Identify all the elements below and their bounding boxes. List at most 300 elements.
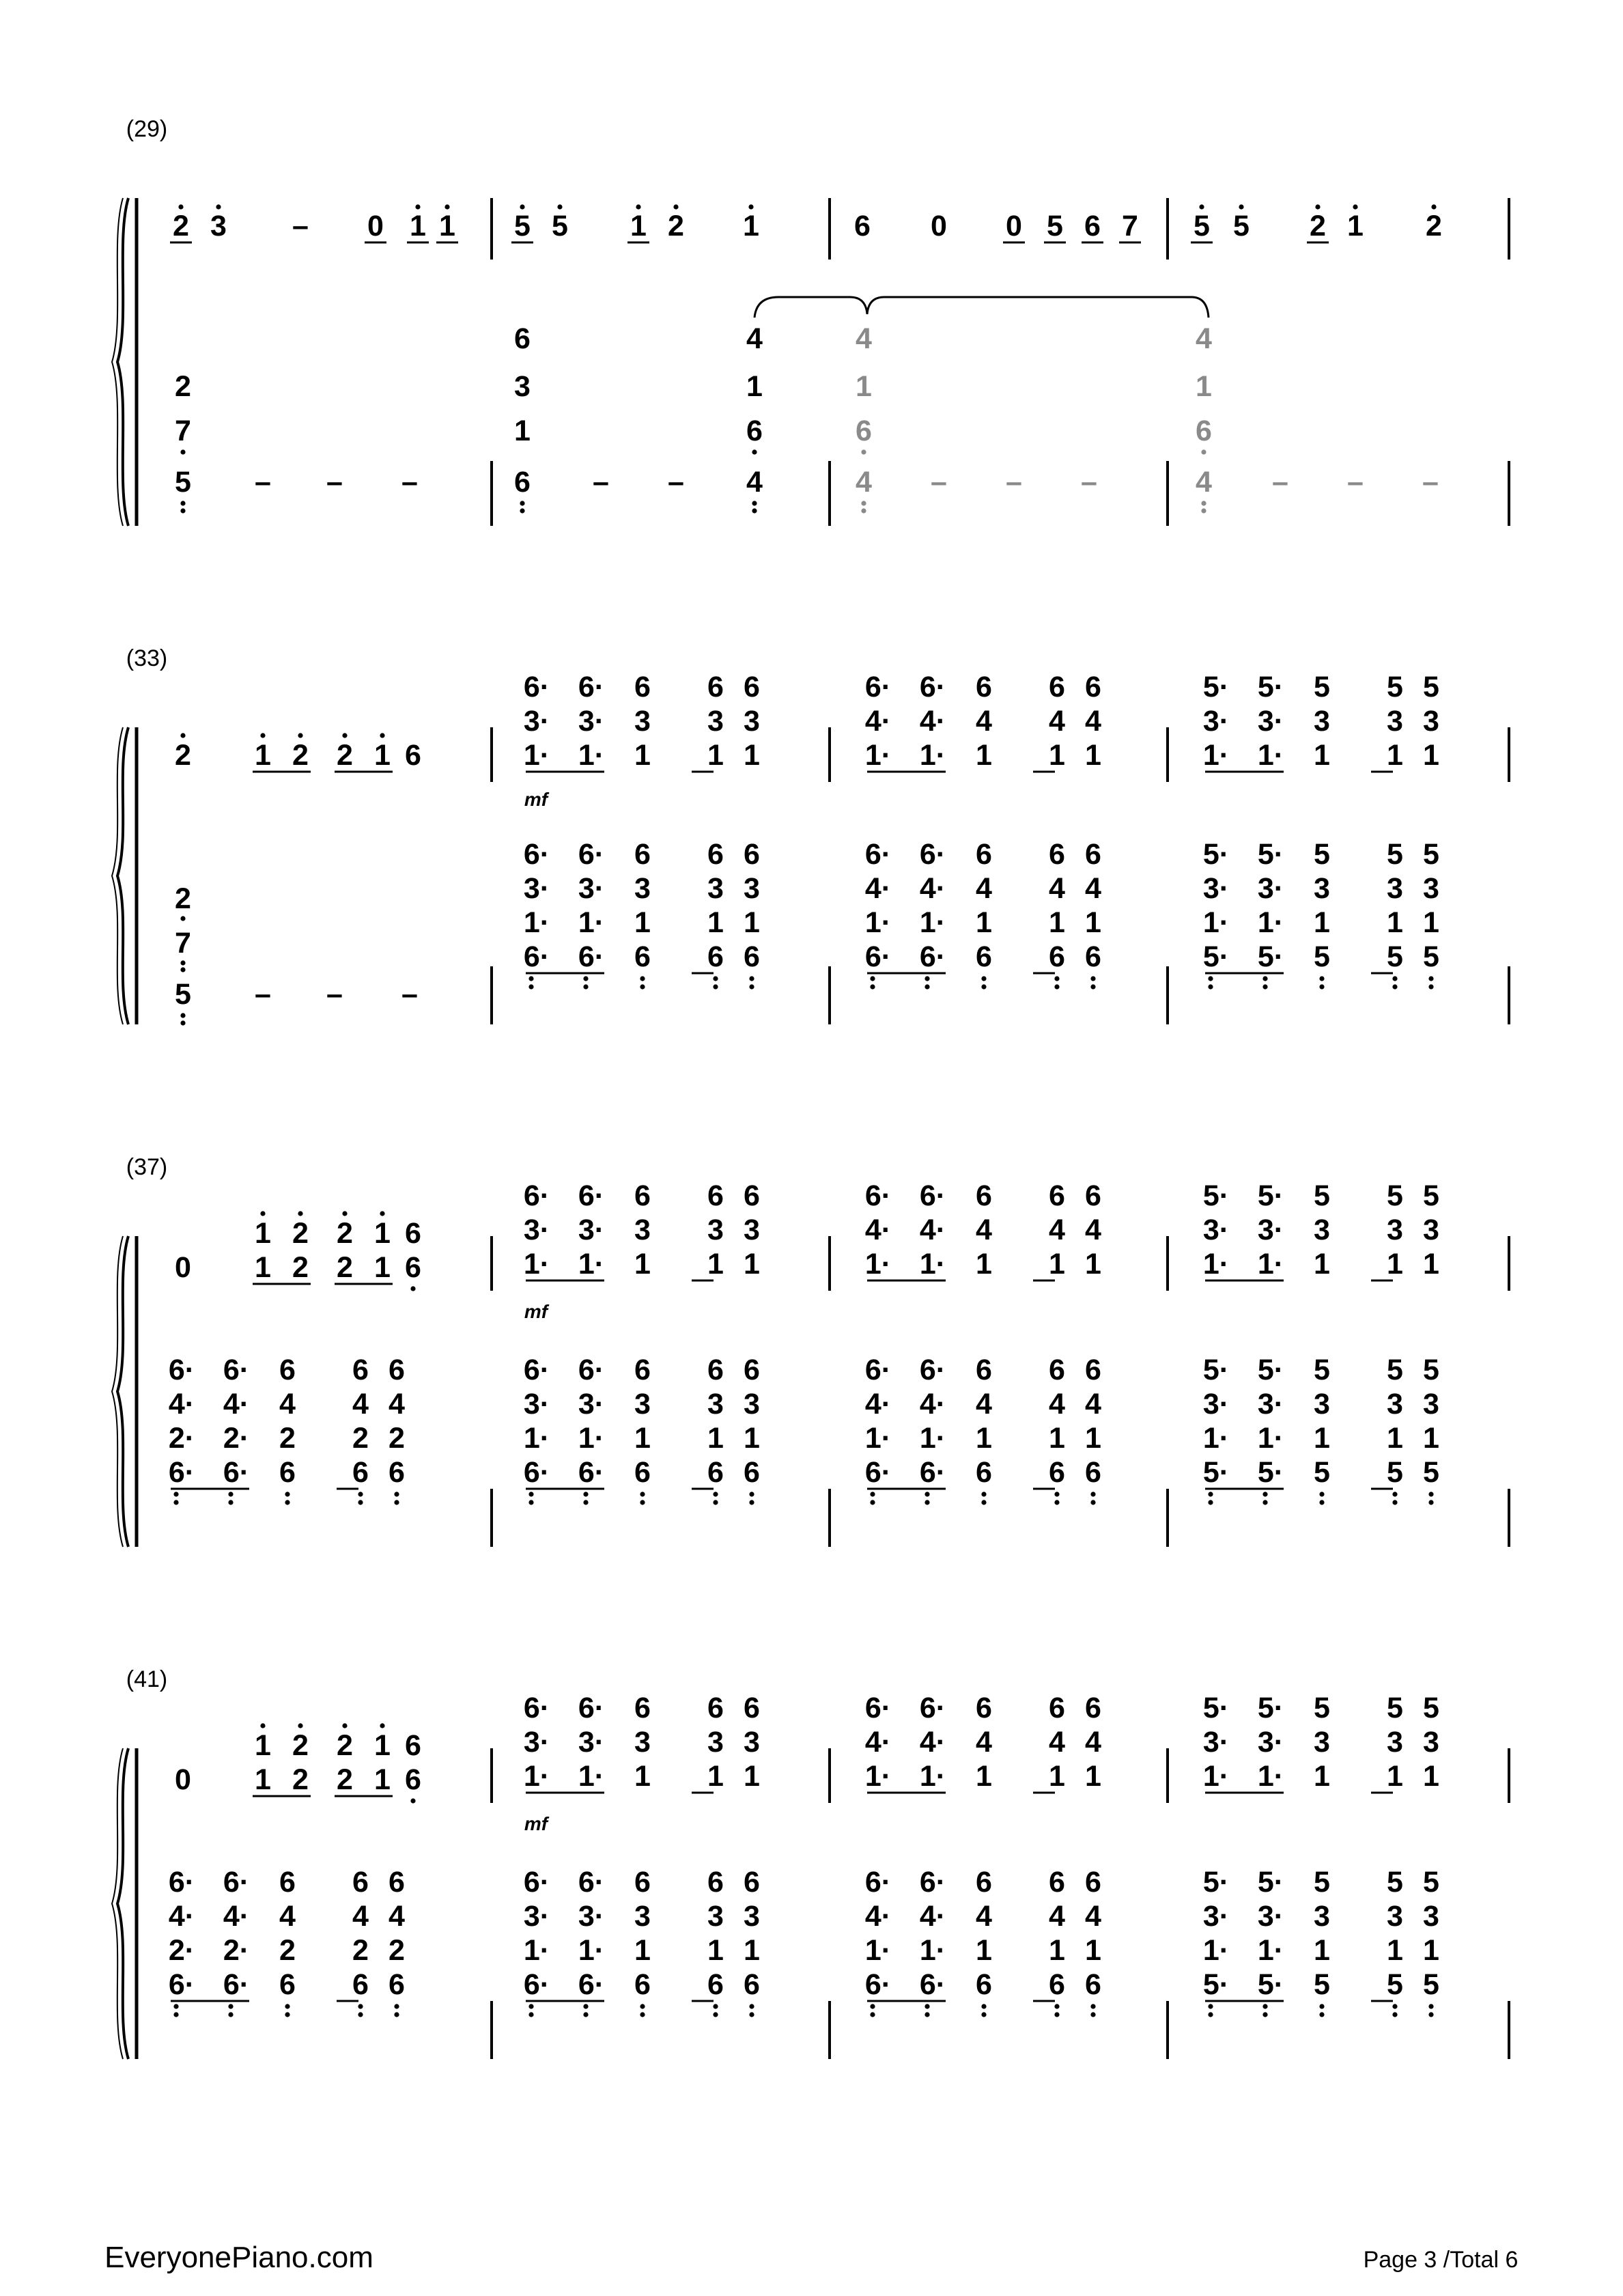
bass-chord-note: 6 <box>707 1866 724 1899</box>
treble-chord-note: 4· <box>864 1726 892 1759</box>
bass-chord-note: 6 <box>707 1456 724 1489</box>
octave-dot <box>713 2012 718 2017</box>
bass-chord-note: 4· <box>864 1900 892 1933</box>
treble-note: 2 <box>337 1251 353 1284</box>
treble-chord-note: 1 <box>976 1248 992 1280</box>
bass-chord-note: 1 <box>707 1934 724 1967</box>
bass-chord-note: 5 <box>175 466 191 499</box>
bass-chord-note: 6 <box>1049 1866 1065 1899</box>
treble-chord-note: 1 <box>1049 1248 1065 1280</box>
treble-note: 0 <box>931 210 947 242</box>
octave-dot <box>1428 1500 1433 1504</box>
bass-chord-note: 5 <box>1314 1968 1330 2001</box>
treble-chord-note: 1 <box>1423 1760 1439 1793</box>
treble-note: 1 <box>374 1729 391 1762</box>
bass-chord-note: 1 <box>1196 370 1212 403</box>
bass-chord-note: 4 <box>279 1900 296 1933</box>
treble-chord-note: 6 <box>1085 671 1101 703</box>
bass-chord-note: 6 <box>634 940 651 973</box>
treble-chord-note: 5 <box>1314 671 1330 703</box>
dynamic-mark: mf <box>524 1301 548 1322</box>
treble-chord-note: 5· <box>1202 1179 1230 1212</box>
octave-dot <box>528 1492 533 1496</box>
treble-chord-note: 1· <box>578 1248 605 1280</box>
treble-chord-note: 1· <box>864 1760 892 1793</box>
bass-chord-note: 1 <box>1085 906 1101 939</box>
treble-chord-note: 1 <box>707 1248 724 1280</box>
treble-chord-note: 1 <box>1085 739 1101 772</box>
bass-chord-note: 6 <box>1085 1354 1101 1386</box>
brace <box>117 198 128 526</box>
bass-chord-note: 4 <box>352 1388 369 1420</box>
treble-chord-note: 1 <box>1423 1248 1439 1280</box>
octave-dot <box>925 984 929 989</box>
bass-chord-note: 4 <box>389 1388 405 1420</box>
bass-chord-note: 6· <box>223 1968 250 2001</box>
bass-chord-note: 6 <box>634 1866 651 1899</box>
octave-dot <box>1315 204 1320 209</box>
bass-chord-note: 6 <box>514 322 531 355</box>
treble-chord-note: 5 <box>1387 1179 1403 1212</box>
octave-dot <box>180 960 185 965</box>
bass-chord-note: 6· <box>919 1456 946 1489</box>
treble-chord-note: 1 <box>634 1248 651 1280</box>
bass-chord-note: 6· <box>919 940 946 973</box>
octave-dot <box>583 1492 588 1496</box>
treble-chord-note: 1 <box>1085 1760 1101 1793</box>
octave-dot <box>180 501 185 505</box>
treble-note: 5 <box>552 210 568 242</box>
treble-chord-note: 3· <box>1202 705 1230 738</box>
treble-note: – <box>292 210 309 242</box>
bass-chord-note: 4 <box>1049 1388 1065 1420</box>
bass-chord-note: 1 <box>744 1934 760 1967</box>
octave-dot <box>528 1500 533 1504</box>
treble-rest: 0 <box>175 1763 191 1796</box>
octave-dot <box>173 1492 178 1496</box>
bass-chord-note: 1· <box>919 906 946 939</box>
octave-dot <box>752 508 757 513</box>
treble-note: 2 <box>292 739 309 772</box>
octave-dot <box>1201 508 1206 513</box>
bass-chord-note: 5· <box>1202 838 1230 871</box>
octave-dot <box>749 976 754 981</box>
bass-chord-note: 5 <box>1387 1354 1403 1386</box>
octave-dot <box>228 1492 233 1496</box>
octave-dot <box>1353 204 1357 209</box>
bass-chord-note: 1 <box>707 1422 724 1455</box>
treble-note: 1 <box>255 1729 271 1762</box>
bass-chord-note: 1· <box>523 906 550 939</box>
bass-chord-note: 1· <box>523 1422 550 1455</box>
bass-chord-note: 6 <box>707 1354 724 1386</box>
treble-chord-note: 6· <box>578 671 605 703</box>
octave-dot <box>752 449 757 454</box>
bass-chord-note: 6 <box>634 1354 651 1386</box>
bass-chord-note: 6· <box>919 838 946 871</box>
bass-chord-note: 5· <box>1202 1354 1230 1386</box>
treble-chord-note: 1 <box>1387 1760 1403 1793</box>
bass-chord-note: 6 <box>634 838 651 871</box>
bass-chord-note: 6 <box>707 1968 724 2001</box>
octave-dot <box>285 1500 290 1504</box>
octave-dot <box>1262 2004 1267 2008</box>
bass-chord-note: 6 <box>976 1456 992 1489</box>
octave-dot <box>415 204 420 209</box>
bass-chord-note: 4 <box>1049 1900 1065 1933</box>
bass-chord-note: 1· <box>523 1934 550 1967</box>
bass-chord-note: 1 <box>1314 1422 1330 1455</box>
bass-chord-note: 1 <box>1423 1422 1439 1455</box>
octave-dot <box>1208 2012 1213 2017</box>
bass-chord-note: 1· <box>919 1934 946 1967</box>
treble-chord-note: 1· <box>1257 739 1284 772</box>
bass-chord-note: 1· <box>919 1422 946 1455</box>
treble-chord-note: 4 <box>1049 705 1065 738</box>
bass-chord-note: 5 <box>1387 1968 1403 2001</box>
treble-chord-note: 4 <box>1085 1726 1101 1759</box>
treble-chord-note: 3 <box>707 705 724 738</box>
bass-note: 2 <box>175 882 191 915</box>
bass-hold: – <box>593 466 609 499</box>
bass-chord-note: 4 <box>1085 872 1101 905</box>
bass-chord-note: 3· <box>1202 1900 1230 1933</box>
octave-dot <box>228 2012 233 2017</box>
bass-chord-note: 6· <box>523 1456 550 1489</box>
bass-chord-note: 6 <box>279 1456 296 1489</box>
bass-chord-note: 6 <box>1085 1456 1101 1489</box>
treble-chord-note: 1 <box>744 739 760 772</box>
treble-chord-note: 6 <box>744 1692 760 1724</box>
treble-note: 1 <box>255 739 271 772</box>
treble-rest: 0 <box>175 1251 191 1284</box>
treble-note: 2 <box>175 739 191 772</box>
bass-chord-note: 6 <box>856 415 872 447</box>
bass-chord-note: 6· <box>864 1968 892 2001</box>
bass-chord-note: 2 <box>279 1422 296 1455</box>
bass-chord-note: 3 <box>1423 872 1439 905</box>
bass-chord-note: 1 <box>976 1422 992 1455</box>
bass-chord-note: 3· <box>1257 872 1284 905</box>
bass-chord-note: 3 <box>707 1388 724 1420</box>
octave-dot <box>1054 2004 1059 2008</box>
treble-chord-note: 4 <box>976 705 992 738</box>
bass-chord-note: 3 <box>1387 872 1403 905</box>
bass-chord-note: 6 <box>1049 1456 1065 1489</box>
bass-chord-note: 6· <box>578 1456 605 1489</box>
octave-dot <box>925 1492 929 1496</box>
treble-note: 6 <box>854 210 871 242</box>
treble-chord-note: 1· <box>523 1248 550 1280</box>
octave-dot <box>981 976 986 981</box>
octave-dot <box>749 1492 754 1496</box>
treble-chord-note: 3 <box>1423 1726 1439 1759</box>
treble-chord-note: 3· <box>523 705 550 738</box>
bass-chord-note: 6· <box>578 1354 605 1386</box>
octave-dot <box>260 1211 265 1216</box>
treble-chord-note: 3· <box>578 1214 605 1246</box>
bass-chord-note: 6 <box>352 1456 369 1489</box>
treble-chord-note: 4 <box>976 1214 992 1246</box>
treble-note: 0 <box>367 210 384 242</box>
bass-chord-note: 6 <box>279 1866 296 1899</box>
bass-chord-note: 6 <box>976 838 992 871</box>
bass-hold: – <box>1422 466 1439 499</box>
treble-chord-note: 3· <box>578 1726 605 1759</box>
treble-chord-note: 4· <box>864 1214 892 1246</box>
bass-chord-note: 4· <box>919 1388 946 1420</box>
octave-dot <box>298 733 302 738</box>
bass-chord-note: 4 <box>976 1388 992 1420</box>
bass-chord-note: 6 <box>1049 1968 1065 2001</box>
octave-dot <box>380 1211 384 1216</box>
treble-chord-note: 6 <box>707 1692 724 1724</box>
octave-dot <box>1428 2004 1433 2008</box>
bass-chord-note: 5 <box>1314 1354 1330 1386</box>
bass-chord-note: 4 <box>856 466 872 499</box>
bass-chord-note: 4· <box>864 872 892 905</box>
bass-chord-note: 3· <box>578 872 605 905</box>
octave-dot <box>1090 2004 1095 2008</box>
bass-chord-note: 1 <box>634 1934 651 1967</box>
bass-chord-note: 6· <box>578 838 605 871</box>
bass-chord-note: 2 <box>389 1934 405 1967</box>
bass-chord-note: 6 <box>389 1866 405 1899</box>
treble-chord-note: 1· <box>864 1248 892 1280</box>
bass-chord-note: 6 <box>976 1968 992 2001</box>
octave-dot <box>173 1500 178 1504</box>
bass-chord-note: 5· <box>1257 1866 1284 1899</box>
treble-chord-note: 6 <box>976 671 992 703</box>
octave-dot <box>640 976 645 981</box>
bass-chord-note: 4· <box>223 1388 250 1420</box>
octave-dot <box>1392 2004 1397 2008</box>
bass-note: 5 <box>175 978 191 1011</box>
treble-chord-note: 3 <box>744 705 760 738</box>
bass-chord-note: 2 <box>175 370 191 403</box>
treble-note: 1 <box>410 210 426 242</box>
bass-chord-note: 1 <box>744 1422 760 1455</box>
bass-chord-note: 1 <box>634 1422 651 1455</box>
treble-chord-note: 1· <box>578 739 605 772</box>
octave-dot <box>1428 976 1433 981</box>
treble-note: 1 <box>255 1251 271 1284</box>
treble-chord-note: 1· <box>1202 739 1230 772</box>
octave-dot <box>394 1500 399 1504</box>
treble-chord-note: 3 <box>1387 1214 1403 1246</box>
octave-dot <box>1090 984 1095 989</box>
octave-dot <box>1262 1500 1267 1504</box>
treble-note: 6 <box>405 739 421 772</box>
bass-chord-note: 5 <box>1423 940 1439 973</box>
treble-chord-note: 3 <box>634 1726 651 1759</box>
bass-chord-note: 3· <box>1202 1388 1230 1420</box>
treble-chord-note: 3 <box>1423 705 1439 738</box>
octave-dot <box>1208 1500 1213 1504</box>
octave-dot <box>870 1492 875 1496</box>
octave-dot <box>870 984 875 989</box>
octave-dot <box>358 1492 363 1496</box>
octave-dot <box>1319 976 1324 981</box>
bass-chord-note: 6· <box>864 1456 892 1489</box>
octave-dot <box>1262 976 1267 981</box>
bass-chord-note: 6· <box>919 1354 946 1386</box>
octave-dot <box>260 1723 265 1728</box>
bass-chord-note: 6· <box>864 1866 892 1899</box>
bass-chord-note: 5· <box>1202 1968 1230 2001</box>
octave-dot <box>1319 1492 1324 1496</box>
treble-chord-note: 1· <box>1202 1248 1230 1280</box>
bass-chord-note: 5 <box>1387 838 1403 871</box>
bass-chord-note: 3 <box>744 872 760 905</box>
treble-chord-note: 5 <box>1314 1179 1330 1212</box>
treble-chord-note: 1 <box>1314 739 1330 772</box>
octave-dot <box>749 1500 754 1504</box>
bass-chord-note: 5 <box>1387 1866 1403 1899</box>
octave-dot <box>640 2004 645 2008</box>
bass-hold: – <box>255 466 271 499</box>
bass-chord-note: 6 <box>389 1456 405 1489</box>
treble-note: 2 <box>668 210 684 242</box>
octave-dot <box>583 2012 588 2017</box>
bass-chord-note: 5 <box>1387 940 1403 973</box>
octave-dot <box>342 733 347 738</box>
octave-dot <box>520 501 524 505</box>
bass-chord-note: 4 <box>1196 322 1212 355</box>
bass-chord-note: 6· <box>223 1354 250 1386</box>
bass-chord-note: 4· <box>919 872 946 905</box>
bass-chord-note: 1 <box>1314 906 1330 939</box>
treble-chord-note: 3 <box>1314 705 1330 738</box>
octave-dot <box>394 2012 399 2017</box>
bass-chord-note: 6 <box>1085 1968 1101 2001</box>
treble-note: 1 <box>1347 210 1364 242</box>
bass-chord-note: 1 <box>1049 1422 1065 1455</box>
bass-chord-note: 6 <box>744 1354 760 1386</box>
treble-chord-note: 6 <box>634 1179 651 1212</box>
bass-chord-note: 6· <box>864 838 892 871</box>
treble-chord-note: 6 <box>1049 1179 1065 1212</box>
octave-dot <box>640 1492 645 1496</box>
bass-chord-note: 6 <box>744 838 760 871</box>
octave-dot <box>925 2004 929 2008</box>
bass-chord-note: 5· <box>1202 1456 1230 1489</box>
bass-chord-note: 1· <box>578 1934 605 1967</box>
bass-chord-note: 1 <box>1049 1934 1065 1967</box>
octave-dot <box>410 1798 415 1803</box>
bass-chord-note: 3 <box>1423 1900 1439 1933</box>
bass-chord-note: 6· <box>223 1456 250 1489</box>
bass-chord-note: 4· <box>168 1900 195 1933</box>
octave-dot <box>713 1500 718 1504</box>
treble-chord-note: 4· <box>919 705 946 738</box>
treble-chord-note: 6 <box>1049 671 1065 703</box>
octave-dot <box>1208 1492 1213 1496</box>
treble-chord-note: 5· <box>1202 1692 1230 1724</box>
bass-chord-note: 4· <box>864 1388 892 1420</box>
bass-chord-note: 6 <box>746 415 763 447</box>
treble-note: 3 <box>210 210 227 242</box>
bass-chord-note: 6· <box>523 940 550 973</box>
octave-dot <box>870 976 875 981</box>
bass-chord-note: 6 <box>976 940 992 973</box>
bass-chord-note: 4· <box>223 1900 250 1933</box>
treble-note: 6 <box>405 1763 421 1796</box>
bass-chord-note: 1· <box>1202 1422 1230 1455</box>
site-name: EveryonePiano.com <box>104 2241 373 2274</box>
octave-dot <box>749 984 754 989</box>
octave-dot <box>1319 2012 1324 2017</box>
bass-hold: – <box>1347 466 1364 499</box>
treble-chord-note: 6· <box>919 1179 946 1212</box>
treble-chord-note: 1 <box>634 739 651 772</box>
bass-chord-note: 6· <box>578 940 605 973</box>
bass-chord-note: 5· <box>1257 1354 1284 1386</box>
bass-chord-note: 6· <box>919 1968 946 2001</box>
bass-chord-note: 4 <box>279 1388 296 1420</box>
treble-chord-note: 3· <box>523 1214 550 1246</box>
octave-dot <box>1392 1492 1397 1496</box>
bass-chord-note: 2 <box>279 1934 296 1967</box>
bass-chord-note: 1· <box>1257 1422 1284 1455</box>
octave-dot <box>260 733 265 738</box>
treble-note: 1 <box>374 1763 391 1796</box>
octave-dot <box>583 2004 588 2008</box>
octave-dot <box>749 2004 754 2008</box>
octave-dot <box>1054 1500 1059 1504</box>
octave-dot <box>1262 2012 1267 2017</box>
bass-chord-note: 1 <box>1387 1422 1403 1455</box>
treble-chord-note: 5· <box>1257 1179 1284 1212</box>
bass-hold: – <box>1006 466 1022 499</box>
bass-chord-note: 2 <box>352 1934 369 1967</box>
bass-chord-note: 6 <box>389 1968 405 2001</box>
bass-chord-note: 4 <box>856 322 872 355</box>
treble-note: 1 <box>255 1217 271 1250</box>
treble-note: 2 <box>337 1217 353 1250</box>
treble-note: 2 <box>292 1763 309 1796</box>
octave-dot <box>1090 1492 1095 1496</box>
treble-chord-note: 5 <box>1314 1692 1330 1724</box>
treble-chord-note: 1 <box>1314 1248 1330 1280</box>
bass-chord-note: 3 <box>744 1388 760 1420</box>
bass-chord-note: 6· <box>168 1968 195 2001</box>
measure-number: (33) <box>126 645 168 671</box>
treble-chord-note: 3· <box>1202 1726 1230 1759</box>
treble-chord-note: 4· <box>864 705 892 738</box>
bass-chord-note: 2 <box>389 1422 405 1455</box>
bass-chord-note: 1 <box>1423 906 1439 939</box>
octave-dot <box>1239 204 1243 209</box>
octave-dot <box>180 967 185 972</box>
treble-chord-note: 6 <box>634 671 651 703</box>
bass-chord-note: 3 <box>1387 1900 1403 1933</box>
octave-dot <box>981 1492 986 1496</box>
bass-chord-note: 6 <box>744 940 760 973</box>
bass-chord-note: 1 <box>634 906 651 939</box>
bass-chord-note: 5· <box>1202 940 1230 973</box>
treble-chord-note: 1· <box>919 1760 946 1793</box>
treble-chord-note: 3· <box>1257 1726 1284 1759</box>
bass-hold: – <box>401 978 418 1011</box>
treble-chord-note: 6· <box>919 671 946 703</box>
bass-hold: – <box>401 466 418 499</box>
bass-chord-note: 6 <box>1196 415 1212 447</box>
bass-chord-note: 1 <box>976 906 992 939</box>
bass-chord-note: 3· <box>1202 872 1230 905</box>
bass-chord-note: 6 <box>389 1354 405 1386</box>
bass-chord-note: 6· <box>168 1866 195 1899</box>
